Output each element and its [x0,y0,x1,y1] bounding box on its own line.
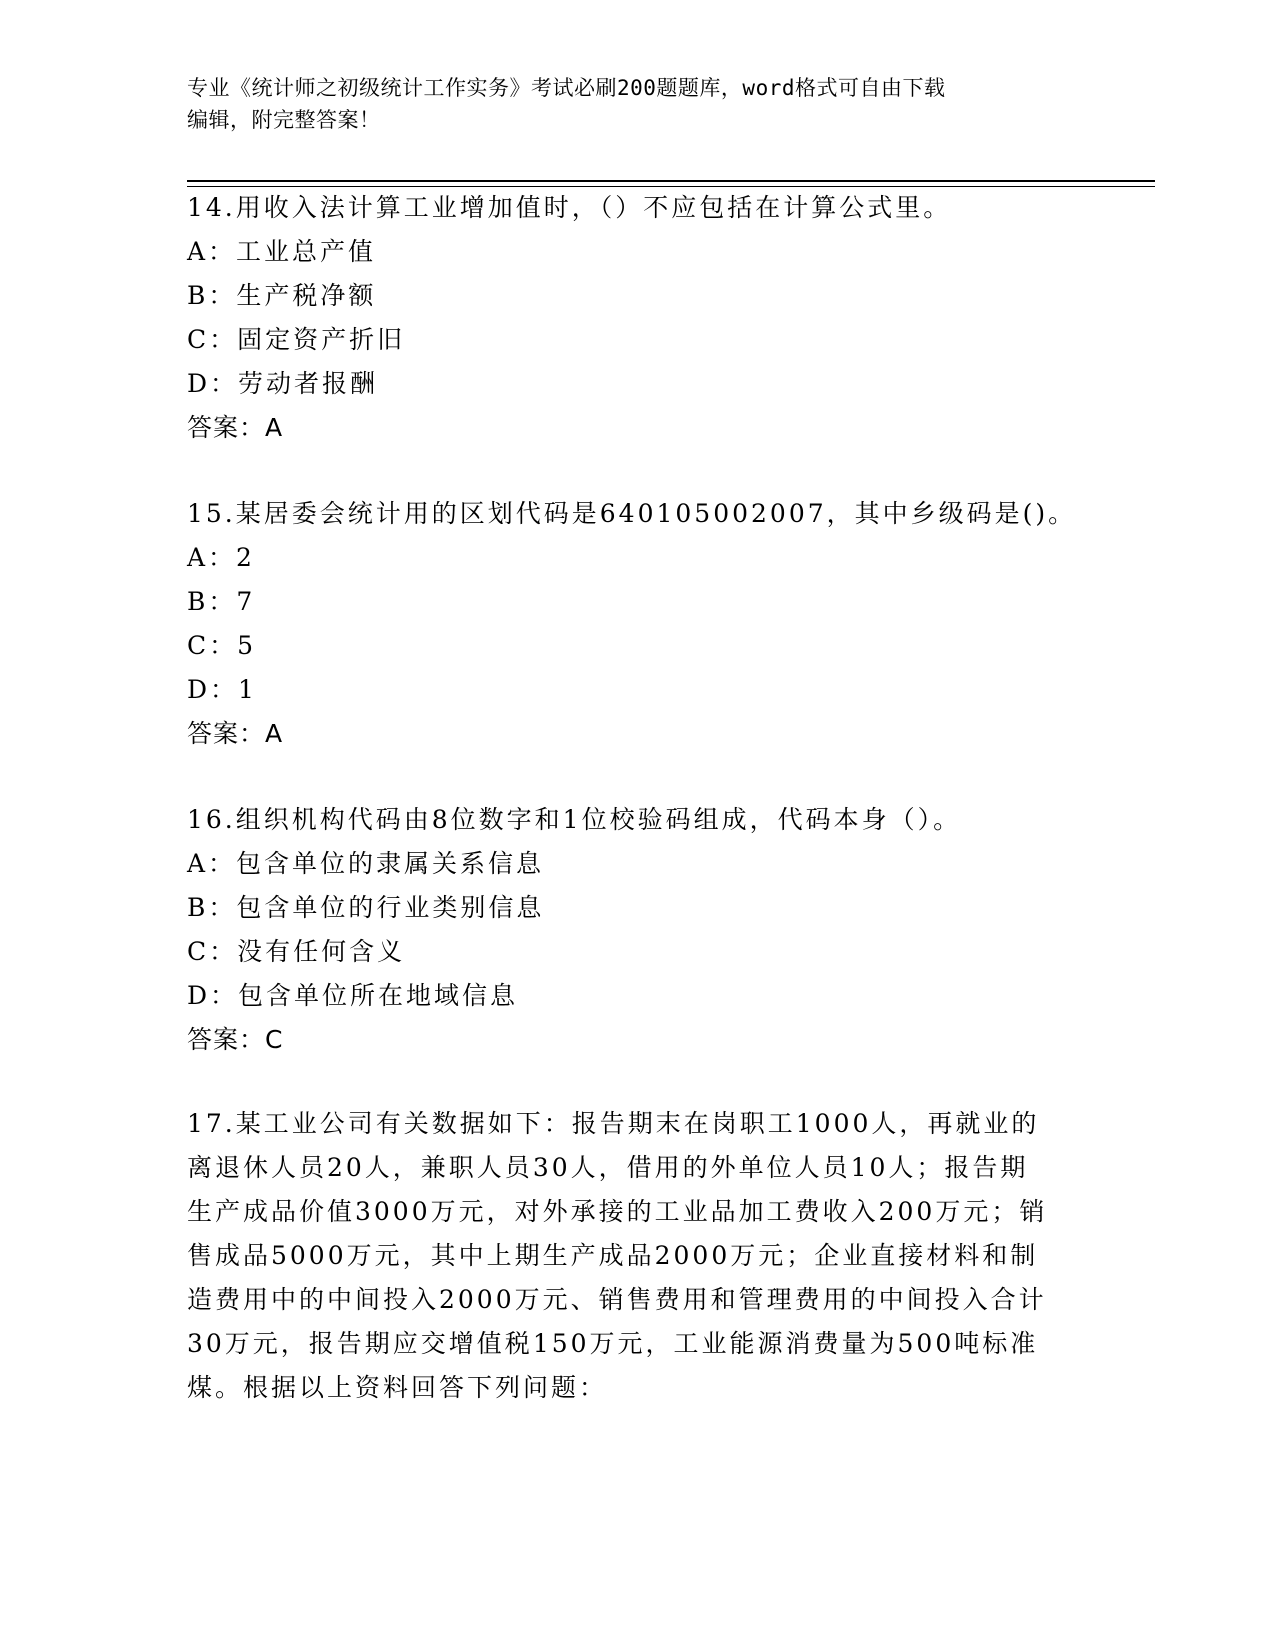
question-14-option-c: C：固定资产折旧 [187,325,406,354]
question-15-stem: 15.某居委会统计用的区划代码是640105002007，其中乡级码是()。 [187,499,1077,528]
question-16-option-a: A：包含单位的隶属关系信息 [187,849,545,878]
question-15-option-b: B：7 [187,587,256,616]
question-17-stem-line-4: 售成品5000万元，其中上期生产成品2000万元；企业直接材料和制 [187,1241,1039,1270]
question-15-option-a: A：2 [187,543,255,572]
header-divider-thick [187,180,1155,182]
document-header [187,72,1087,136]
question-17-stem-line-3: 生产成品价值3000万元，对外承接的工业品加工费收入200万元；销 [187,1197,1048,1226]
question-17-stem-line-5: 造费用中的中间投入2000万元、销售费用和管理费用的中间投入合计 [187,1285,1047,1314]
question-17-stem-line-1: 17.某工业公司有关数据如下：报告期末在岗职工1000人，再就业的 [187,1109,1040,1138]
question-17-stem-line-6: 30万元，报告期应交增值税150万元，工业能源消费量为500吨标准 [187,1329,1039,1358]
question-14-option-b: B：生产税净额 [187,281,377,310]
question-14-option-d: D：劳动者报酬 [187,369,379,398]
header-line-2: 编辑，附完整答案！ [187,108,381,132]
question-17-stem-line-2: 离退休人员20人，兼职人员30人，借用的外单位人员10人；报告期 [187,1153,1029,1182]
header-line-1: 专业《统计师之初级统计工作实务》考试必刷200题题库，word格式可自由下载 [187,76,946,100]
header-divider-thin [187,186,1155,187]
question-14-option-a: A：工业总产值 [187,237,377,266]
question-16-stem: 16.组织机构代码由8位数字和1位校验码组成，代码本身（）。 [187,805,962,834]
question-15-answer: 答案：A [187,719,284,748]
question-16-answer: 答案：C [187,1025,284,1054]
question-16-option-c: C：没有任何含义 [187,937,406,966]
question-14-stem: 14.用收入法计算工业增加值时，（）不应包括在计算公式里。 [187,193,952,222]
question-14-answer: 答案：A [187,413,284,442]
question-15-option-c: C：5 [187,631,257,660]
question-16-option-b: B：包含单位的行业类别信息 [187,893,545,922]
question-16-option-d: D：包含单位所在地域信息 [187,981,519,1010]
question-15-option-d: D：1 [187,675,257,704]
question-17-stem-line-7: 煤。根据以上资料回答下列问题： [187,1373,608,1402]
